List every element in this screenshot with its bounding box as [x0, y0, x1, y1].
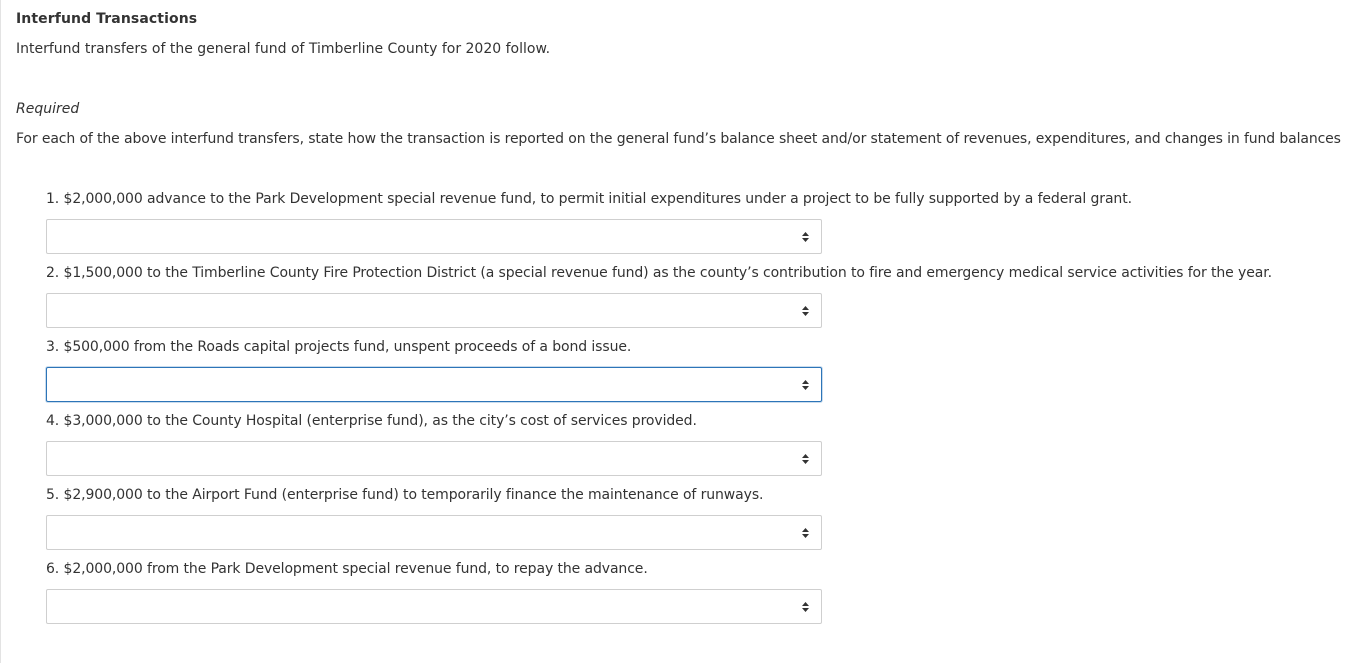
updown-arrows-icon [801, 304, 810, 318]
question-text-3: 3. $500,000 from the Roads capital projects fund, unspent proceeds of a bond issue. [46, 339, 632, 355]
updown-arrows-icon [801, 600, 810, 614]
answer-dropdown-1[interactable] [46, 219, 822, 254]
updown-arrows-icon [801, 526, 810, 540]
answer-dropdown-4[interactable] [46, 441, 822, 476]
answer-dropdown-2[interactable] [46, 293, 822, 328]
question-text-5: 5. $2,900,000 to the Airport Fund (enterprise fund) to temporarily finance the maintenance of runways. [46, 487, 764, 503]
question-text-4: 4. $3,000,000 to the County Hospital (enterprise fund), as the city’s cost of services provided. [46, 413, 697, 429]
question-text-1: 1. $2,000,000 advance to the Park Development special revenue fund, to permit initial expenditures under a project to be fully supported by a federal grant. [46, 191, 1132, 207]
updown-arrows-icon [801, 378, 810, 392]
answer-dropdown-3[interactable] [46, 367, 822, 402]
instruction-text: For each of the above interfund transfers, state how the transaction is reported on the general fund’s balance sheet and/or statement of revenues, expenditures, and changes in fund balances [16, 131, 1341, 147]
page-title: Interfund Transactions [16, 11, 198, 27]
question-text-2: 2. $1,500,000 to the Timberline County Fire Protection District (a special revenue fund) as the county’s contribution to fire and emergency medical service activities for the year. [46, 265, 1272, 281]
answer-dropdown-5[interactable] [46, 515, 822, 550]
updown-arrows-icon [801, 230, 810, 244]
left-border [0, 0, 1, 663]
updown-arrows-icon [801, 452, 810, 466]
required-label: Required [16, 101, 80, 117]
question-text-6: 6. $2,000,000 from the Park Development special revenue fund, to repay the advance. [46, 561, 648, 577]
intro-text: Interfund transfers of the general fund of Timberline County for 2020 follow. [16, 41, 551, 57]
answer-dropdown-6[interactable] [46, 589, 822, 624]
